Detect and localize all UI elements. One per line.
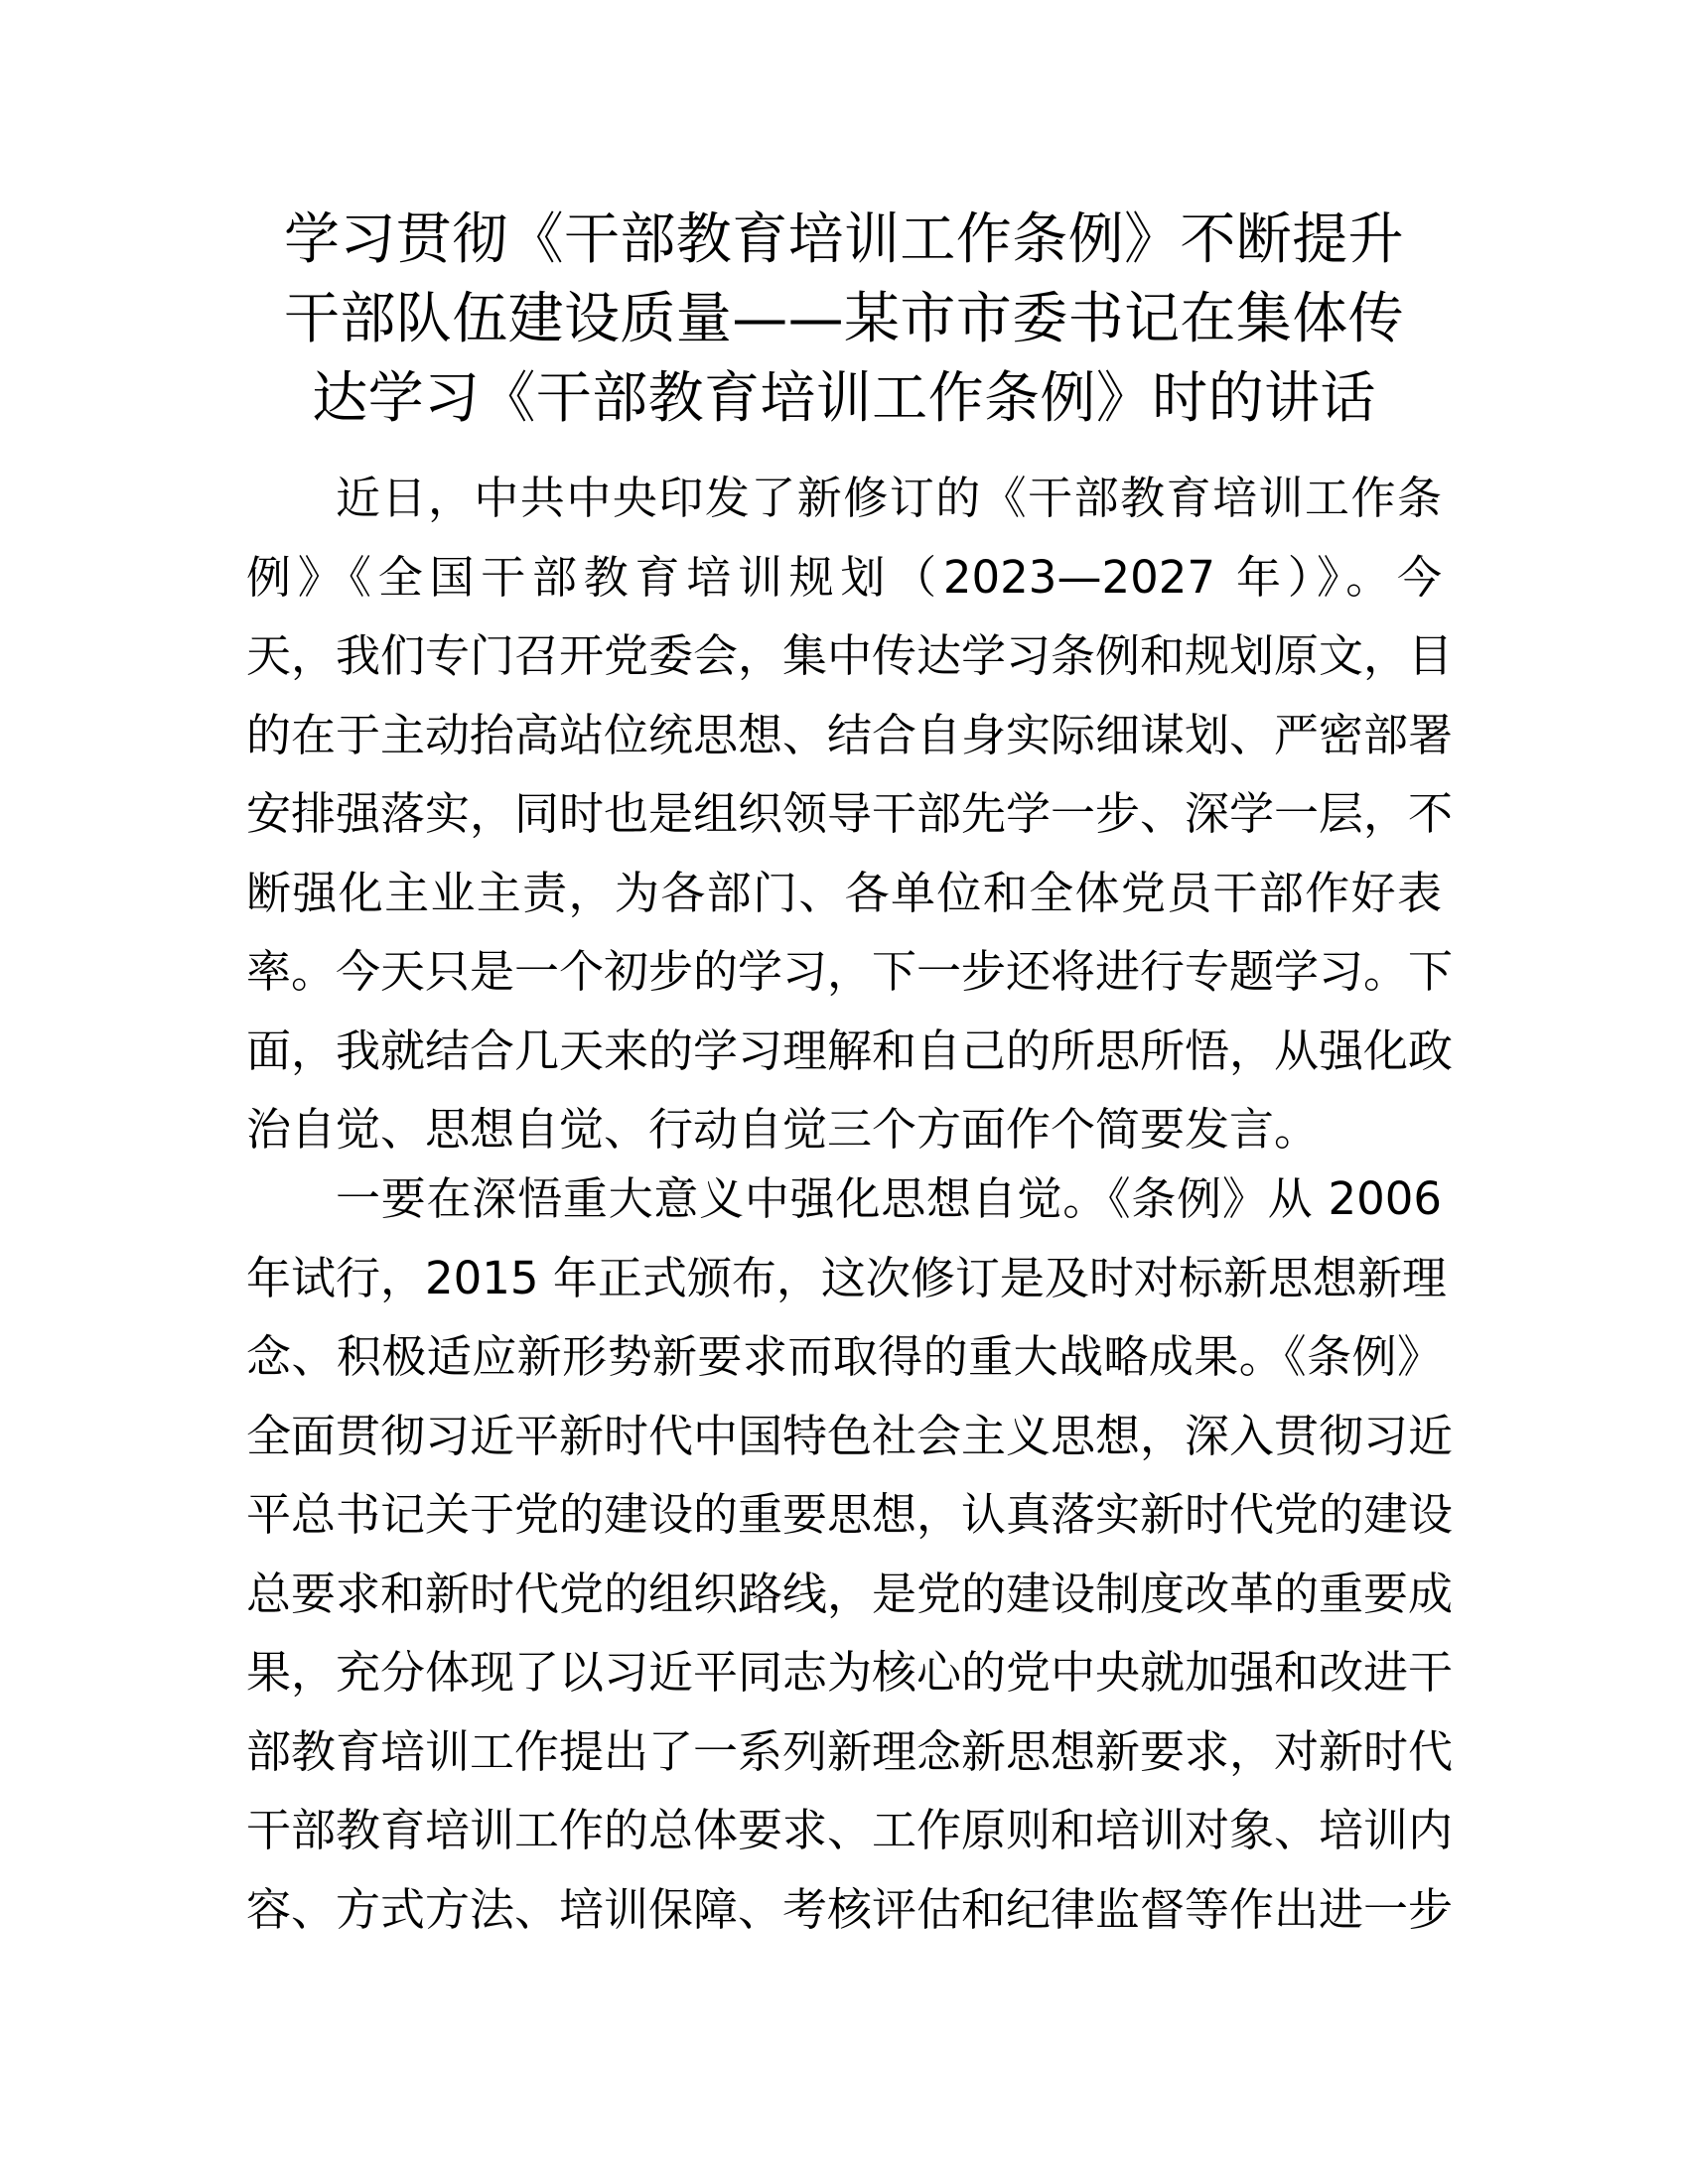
paragraph-line: 断强化主业主责，为各部门、各单位和全体党员干部作好表: [246, 866, 1442, 919]
paragraph-line: 治自觉、思想自觉、行动自觉三个方面作个简要发言。: [246, 1103, 1320, 1156]
paragraph-line: 全面贯彻习近平新时代中国特色社会主义思想，深入贯彻习近: [246, 1409, 1454, 1462]
paragraph-2: [246, 1160, 1454, 1949]
title-line-2: 干部队伍建设质量——某市市委书记在集体传: [284, 287, 1404, 351]
paragraph-line: 例》《全国干部教育培训规划（2023—2027 年）》。今: [246, 550, 1442, 604]
paragraph-1: [246, 459, 1454, 1169]
title-line-3: 达学习《干部教育培训工作条例》时的讲话: [312, 366, 1376, 431]
paragraph-line: 总要求和新时代党的组织路线，是党的建设制度改革的重要成: [246, 1567, 1454, 1620]
paragraph-line: 干部教育培训工作的总体要求、工作原则和培训对象、培训内: [246, 1804, 1454, 1856]
paragraph-line: 面，我就结合几天来的学习理解和自己的所思所悟，从强化政: [246, 1024, 1454, 1077]
paragraph-line: 近日，中共中央印发了新修订的《干部教育培训工作条: [336, 472, 1442, 524]
paragraph-line: 念、积极适应新形势新要求而取得的重大战略成果。《条例》: [246, 1330, 1442, 1383]
paragraph-line: 安排强落实，同时也是组织领导干部先学一步、深学一层，不: [246, 787, 1454, 840]
document-title: [246, 201, 1442, 439]
paragraph-line: 一要在深悟重大意义中强化思想自觉。《条例》从 2006: [336, 1172, 1442, 1225]
title-line-1: 学习贯彻《干部教育培训工作条例》不断提升: [284, 207, 1404, 272]
paragraph-line: 天，我们专门召开党委会，集中传达学习条例和规划原文，目: [246, 629, 1454, 682]
paragraph-line: 年试行，2015 年正式颁布，这次修订是及时对标新思想新理: [246, 1251, 1447, 1304]
paragraph-line: 率。今天只是一个初步的学习，下一步还将进行专题学习。下: [246, 945, 1454, 998]
paragraph-line: 的在于主动抬高站位统思想、结合自身实际细谋划、严密部署: [246, 708, 1454, 761]
paragraph-line: 平总书记关于党的建设的重要思想，认真落实新时代党的建设: [246, 1488, 1454, 1541]
paragraph-line: 容、方式方法、培训保障、考核评估和纪律监督等作出进一步: [246, 1882, 1454, 1936]
paragraph-line: 部教育培训工作提出了一系列新理念新思想新要求，对新时代: [246, 1724, 1454, 1778]
paragraph-line: 果，充分体现了以习近平同志为核心的党中央就加强和改进干: [246, 1646, 1454, 1699]
